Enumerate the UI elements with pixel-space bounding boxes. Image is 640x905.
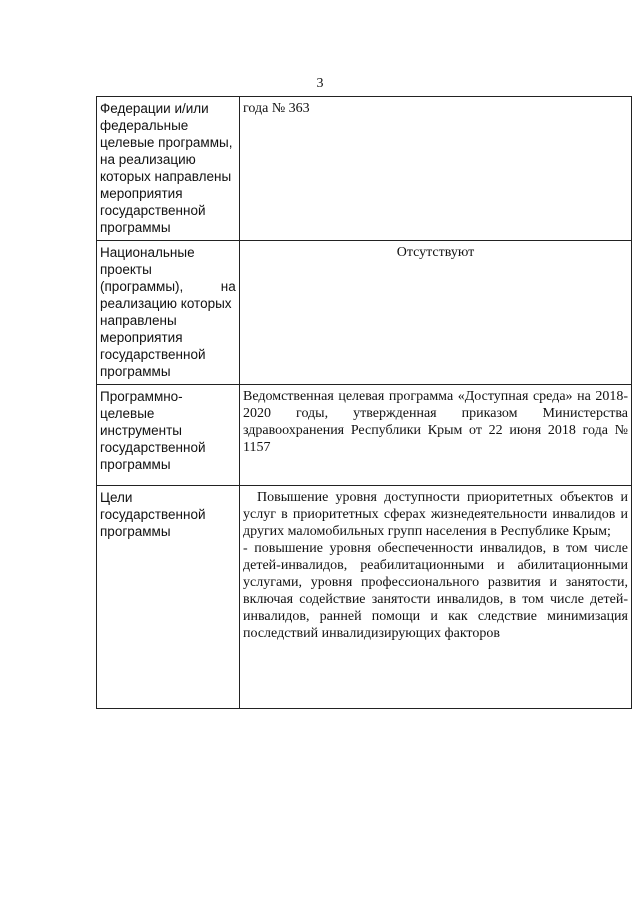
goal-paragraph: - повышение уровня обеспеченности инвалидов, в том числе детей-инвалидов, реабилитационными и абилитационными услугами, уровня профессионального развития и занятости, включая содействие занятости инвалидов, в том числе детей-инвалидов, ранней помощи и как следствие минимизация последствий инвалидизирующих факторов	[243, 541, 628, 641]
label-line: реализацию которых	[100, 296, 232, 311]
row-label-program-goals: Цели государственной программы	[97, 486, 240, 709]
row-label-national-projects	[97, 241, 240, 385]
program-passport-table	[96, 96, 632, 709]
table-row	[97, 241, 632, 385]
label-line: программы	[100, 364, 171, 379]
table-row	[97, 97, 632, 241]
row-value-federal-programs: года № 363	[240, 97, 632, 241]
row-value-national-projects: Отсутствуют	[240, 241, 632, 385]
goal-paragraph: Повышение уровня доступности приоритетных объектов и услуг в приоритетных сферах жизнедеятельности инвалидов и других маломобильных групп населения в Республике Крым;	[243, 490, 628, 539]
label-line: государственной	[100, 347, 206, 362]
table-row	[97, 385, 632, 486]
row-label-federal-programs: Федерации и/или федеральные целевые программы, на реализацию которых направлены мероприятия государственной программы	[97, 97, 240, 241]
label-line: (программы), на	[100, 279, 236, 294]
label-line: проекты	[100, 262, 152, 277]
row-label-program-tools: Программно-целевые инструменты государственной программы	[97, 385, 240, 486]
row-value-program-goals	[240, 486, 632, 709]
label-line: мероприятия	[100, 330, 183, 345]
page-number: 3	[316, 76, 324, 91]
table-row	[97, 486, 632, 709]
row-value-program-tools: Ведомственная целевая программа «Доступная среда» на 2018-2020 годы, утвержденная приказом Министерства здравоохранения Республики Крым от 22 июня 2018 года № 1157	[240, 385, 632, 486]
label-line: направлены	[100, 313, 177, 328]
label-line: Национальные	[100, 245, 195, 260]
